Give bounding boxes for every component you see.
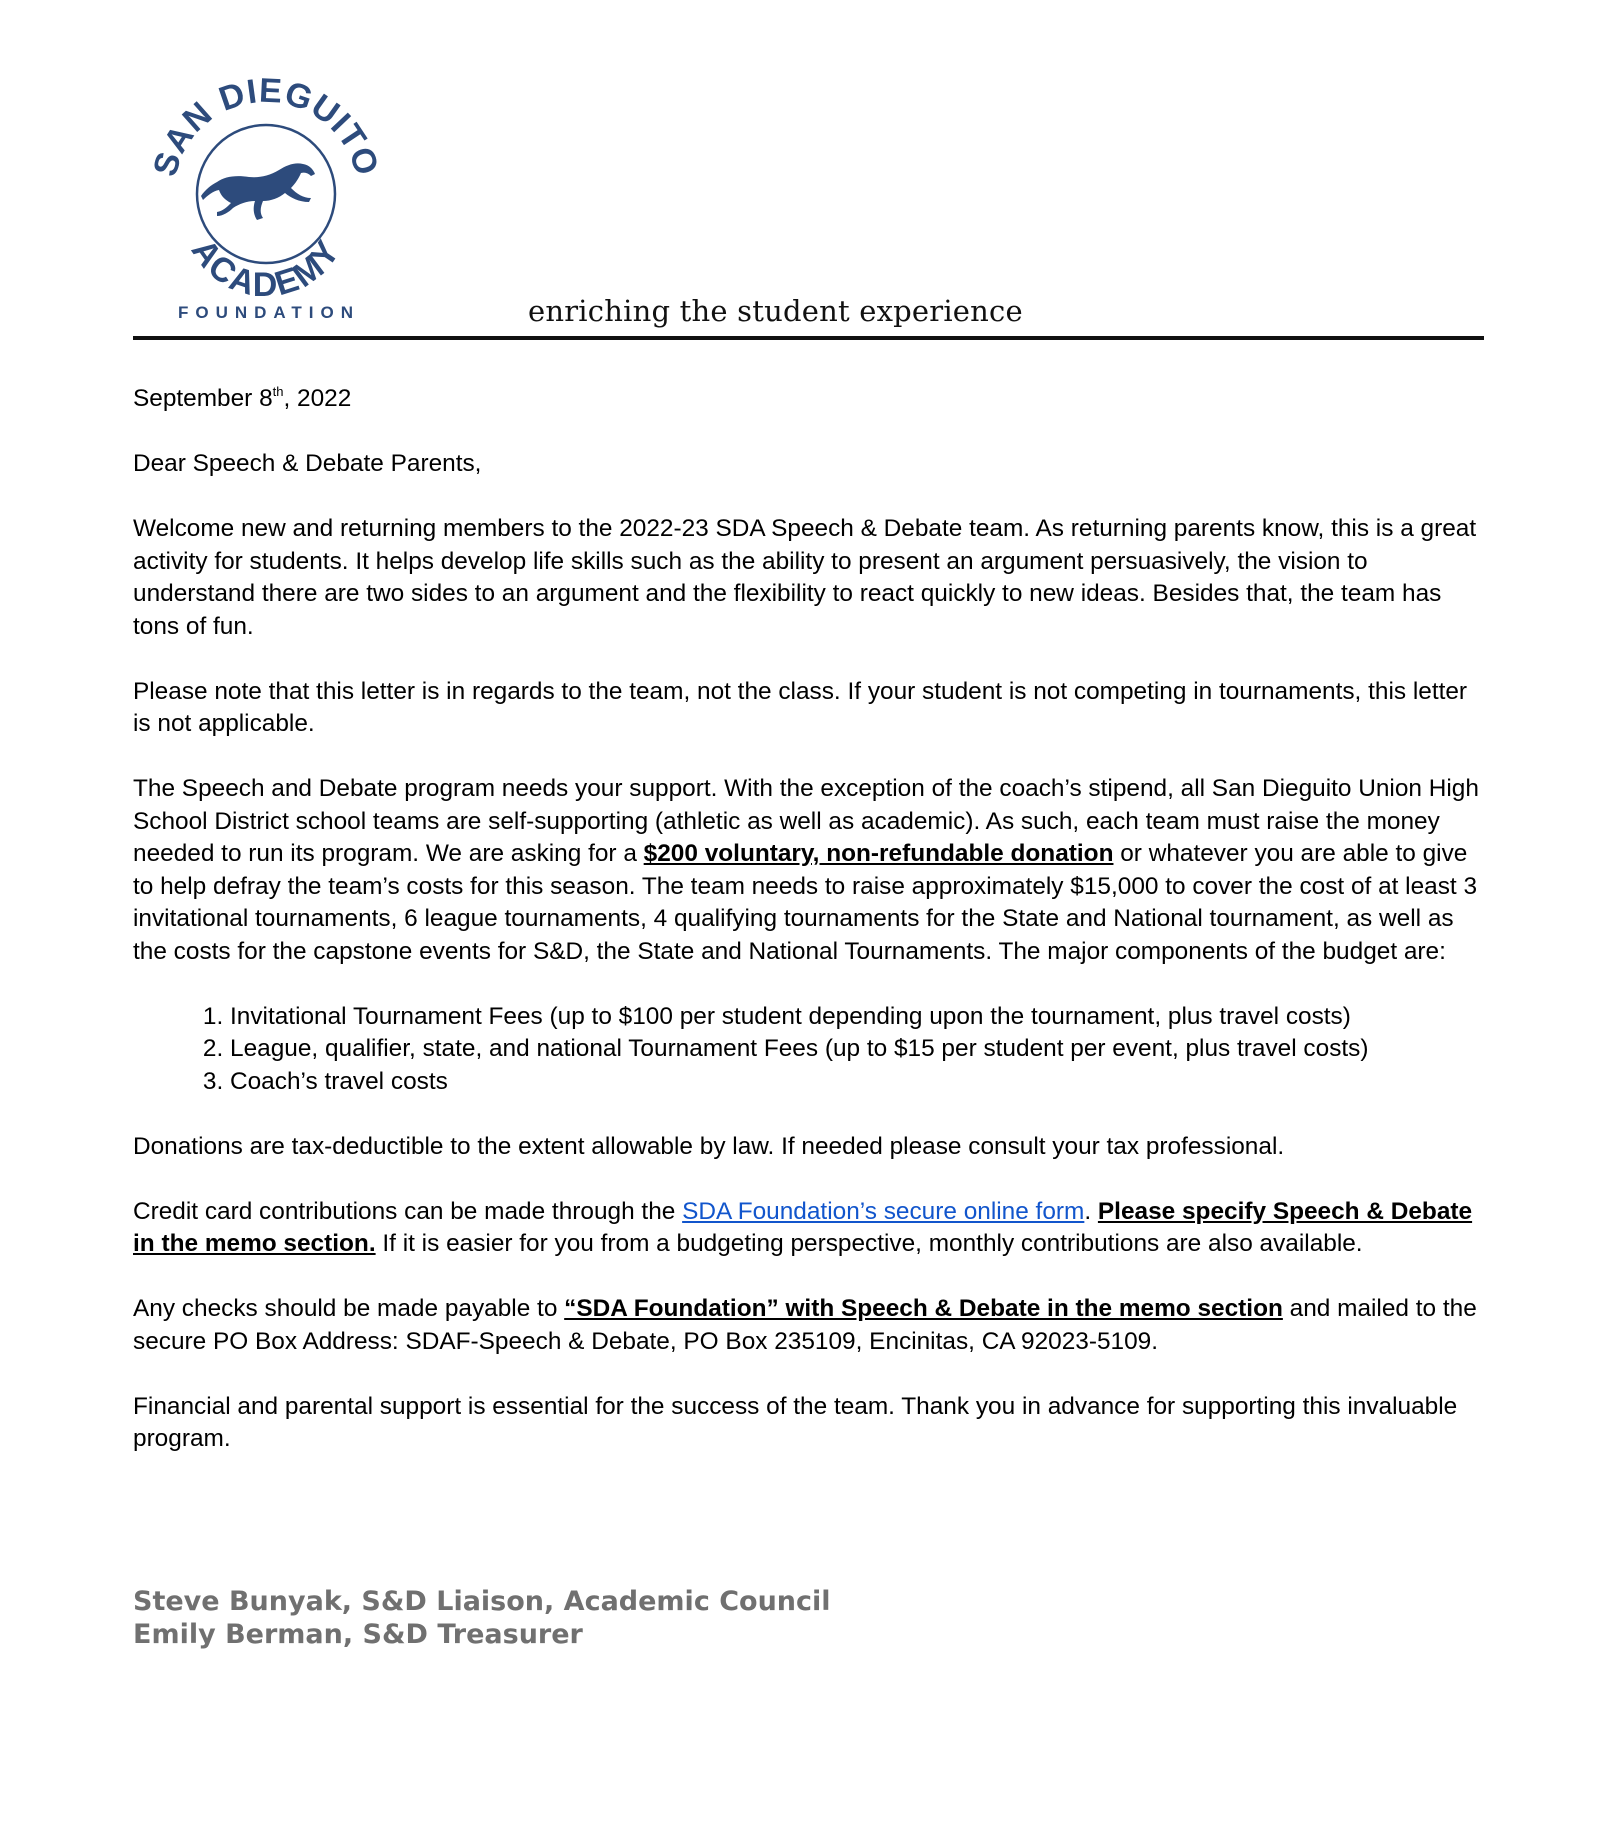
online-form-link[interactable]: SDA Foundation’s secure online form <box>682 1197 1085 1225</box>
memo-instruction: Please specify Speech & Debate in the memo section. <box>133 1197 1473 1257</box>
paragraph-welcome: Welcome new and returning members to the 2022-23 SDA Speech & Debate team. As returning parents know, this is a great activity for students. It helps develop life skills such as the ability to present an argument persuasively, the vision to understand there are two sides to an argument and the flexibility to react quickly to new ideas. Besides that, the team has tons of fun. <box>133 515 1477 640</box>
signature-line: Steve Bunyak, S&D Liaison, Academic Council <box>133 1586 831 1617</box>
list-item: 3. Coach’s travel costs <box>230 1066 1484 1099</box>
logo-foundation-text: FOUNDATION <box>177 303 361 322</box>
list-item: 2. League, qualifier, state, and national Tournament Fees (up to $15 per student per event, plus travel costs) <box>230 1033 1484 1066</box>
paragraph-tax: Donations are tax-deductible to the extent allowable by law. If needed please consult your tax professional. <box>133 1132 1285 1160</box>
logo-arc-top: SAN DIEGUITO <box>145 78 387 181</box>
payee-instruction: “SDA Foundation” with Speech & Debate in the memo section <box>564 1295 1283 1322</box>
paragraph-thanks: Financial and parental support is essential for the success of the team. Thank you in advance for supporting this invaluable program. <box>133 1392 1458 1452</box>
tagline: enriching the student experience <box>528 294 1023 328</box>
logo-arc-bottom: ACADEMY <box>183 232 349 304</box>
paragraph-credit-card: Credit card contributions can be made through the SDA Foundation’s secure online form. Please specify Speech & Debate in the memo section. If it is easier for you from a budgeting perspective, monthly contributions are also available. <box>133 1197 1473 1257</box>
list-item: 1. Invitational Tournament Fees (up to $100 per student depending upon the tournament, plus travel costs) <box>230 1001 1484 1034</box>
paragraph-support: The Speech and Debate program needs your support. With the exception of the coach’s stipend, all San Dieguito Union High School District school teams are self-supporting (athletic as well as academic). As such, each team must raise the money needed to run its program. We are asking for a $200 voluntary, non-refundable donation or whatever you are able to give to help defray the team’s costs for this season. The team needs to raise approximately $15,000 to cover the cost of at least 3 invitational tournaments, 6 league tournaments, 4 qualifying tournaments for the State and National tournament, as well as the costs for the capstone events for S&D, the State and National Tournaments. The major components of the budget are: <box>133 775 1479 965</box>
signature-block <box>133 1586 831 1651</box>
header-rule <box>133 336 1484 340</box>
letterhead <box>133 70 1484 342</box>
paragraph-checks: Any checks should be made payable to “SDA Foundation” with Speech & Debate in the memo section and mailed to the secure PO Box Address: SDAF-Speech & Debate, PO Box 235109, Encinitas, CA 92023-5109. <box>133 1295 1477 1355</box>
budget-list <box>133 1001 1484 1099</box>
letter-date: September 8th, 2022 <box>133 384 352 412</box>
paragraph-team-note: Please note that this letter is in regards to the team, not the class. If your student is not competing in tournaments, this letter is not applicable. <box>133 677 1468 737</box>
mustang-icon <box>201 163 315 220</box>
salutation: Dear Speech & Debate Parents, <box>133 450 482 477</box>
signature-line: Emily Berman, S&D Treasurer <box>133 1618 583 1650</box>
letter-body <box>133 383 1484 1488</box>
foundation-logo <box>141 78 411 323</box>
donation-amount: $200 voluntary, non-refundable donation <box>643 840 1114 867</box>
